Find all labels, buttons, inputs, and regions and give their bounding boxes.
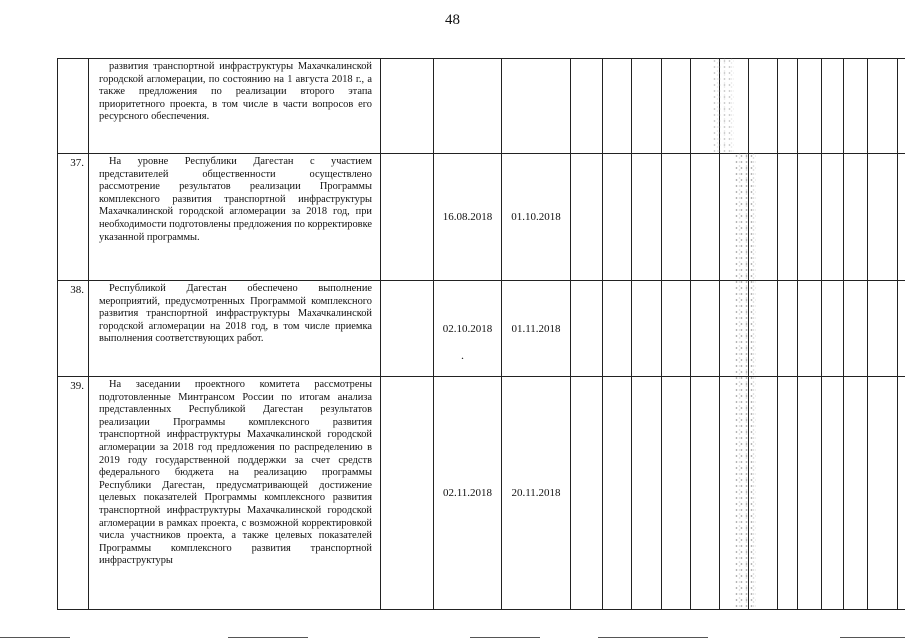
row-number: 39. [58,377,89,610]
empty-cell [632,377,662,610]
start-date: 02.11.2018 [434,377,502,610]
empty-cell [603,59,632,154]
footer-rule [840,637,905,638]
empty-cell [720,281,749,377]
footer-rule [470,637,540,638]
table-row [58,154,905,281]
footer-rule [228,637,308,638]
row-number [58,59,89,154]
row-number: 37. [58,154,89,281]
empty-cell [844,59,868,154]
empty-cell [571,281,603,377]
empty-cell [691,154,720,281]
empty-cell [603,281,632,377]
empty-cell [691,377,720,610]
end-date [502,59,571,154]
stray-dot-mark: . [461,348,464,362]
empty-cell [691,281,720,377]
empty-cell [662,59,691,154]
empty-cell [749,154,778,281]
row-description: На заседании проектного комитета рассмотрены подготовленные Минтрансом России по итогам анализа представленных Республикой Дагестан результатов реализации Программы комплексного развития транспортной инфраструктуры Махачкалинской городской агломерации за 2018 год предложения по распределению в 2019 году государственной поддержки за счет средств федерального бюджета на реализацию программы Республики Дагестан, предусматривающей достижение целевых показателей Программы комплексного развития транспортной инфраструктуры Махачкалинской городской агломерации в рамках проекта, с возможной корректировкой числа участников проекта, а также целевых показателей Программы комплексного развития транспортной инфраструктуры [89,377,381,610]
empty-cell [632,59,662,154]
empty-cell [571,154,603,281]
empty-cell [571,59,603,154]
empty-cell [798,377,822,610]
empty-cell [632,154,662,281]
empty-cell [798,154,822,281]
schedule-table [57,58,905,610]
row-description: Республикой Дагестан обеспечено выполнение мероприятий, предусмотренных Программой комплексного развития транспортной инфраструктуры Махачкалинской городской агломерации на 2018 год, в том числе приемка выполнения соответствующих работ. [89,281,381,377]
empty-cell [822,281,844,377]
start-date: 02.10.2018 [434,281,502,377]
empty-cell [898,377,905,610]
row-description: На уровне Республики Дагестан с участием представителей общественности осуществлено рассмотрение результатов реализации Программы комплексного развития транспортной инфраструктуры Махачкалинской городской агломерации за 2018 год, при необходимости подготовлены предложения по корректировке указанной программы. [89,154,381,281]
empty-cell [603,154,632,281]
empty-cell [720,377,749,610]
empty-cell [778,59,798,154]
empty-cell [822,377,844,610]
empty-cell [798,59,822,154]
footer-rule [598,637,708,638]
empty-cell [844,154,868,281]
empty-cell [571,377,603,610]
empty-cell [778,281,798,377]
start-date [434,59,502,154]
empty-cell [381,154,434,281]
empty-cell [844,281,868,377]
empty-cell [381,377,434,610]
empty-cell [632,281,662,377]
empty-cell [798,281,822,377]
end-date: 01.10.2018 [502,154,571,281]
empty-cell [868,377,898,610]
footer-rule [0,637,70,638]
empty-cell [778,154,798,281]
empty-cell [603,377,632,610]
empty-cell [844,377,868,610]
empty-cell [749,59,778,154]
empty-cell [868,59,898,154]
empty-cell [381,59,434,154]
table-row [58,59,905,154]
empty-cell [749,377,778,610]
empty-cell [662,154,691,281]
empty-cell [720,59,749,154]
empty-cell [868,154,898,281]
table-row [58,377,905,610]
end-date: 20.11.2018 [502,377,571,610]
document-table-container [57,58,887,609]
table-row [58,281,905,377]
empty-cell [868,281,898,377]
empty-cell [381,281,434,377]
row-number: 38. [58,281,89,377]
empty-cell [720,154,749,281]
empty-cell [778,377,798,610]
empty-cell [691,59,720,154]
empty-cell [898,281,905,377]
empty-cell [822,59,844,154]
page-number: 48 [445,12,460,28]
row-description: развития транспортной инфраструктуры Махачкалинской городской агломерации, по состоянию на 1 августа 2018 г., а также предложения по реализации второго этапа приоритетного проекта, в том числе в части вопросов его ресурсного обеспечения. [89,59,381,154]
empty-cell [749,281,778,377]
empty-cell [822,154,844,281]
end-date: 01.11.2018 [502,281,571,377]
empty-cell [662,377,691,610]
empty-cell [898,154,905,281]
empty-cell [898,59,905,154]
start-date: 16.08.2018 [434,154,502,281]
empty-cell [662,281,691,377]
